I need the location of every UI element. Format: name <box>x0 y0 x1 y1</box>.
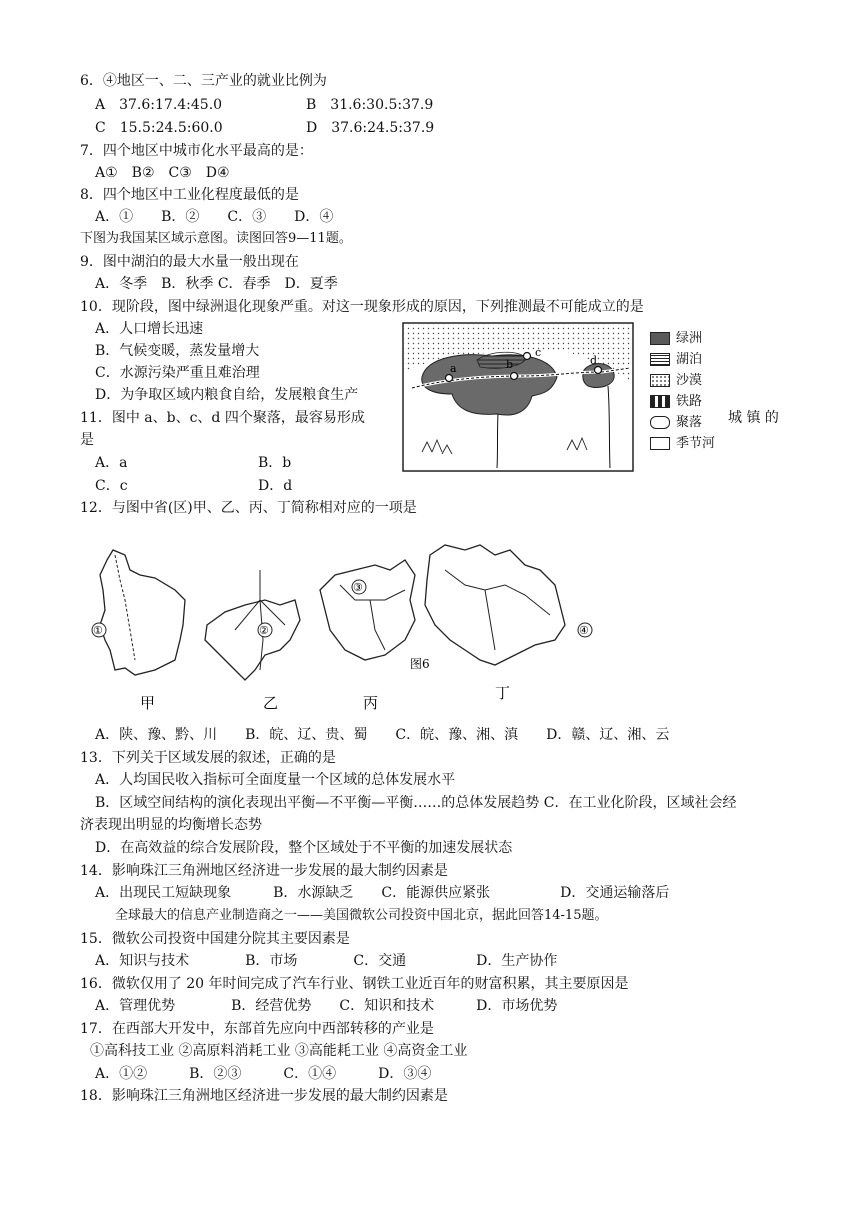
legend-desert <box>650 373 702 389</box>
q6-stem: 6．④地区一、二、三产业的就业比例为 <box>80 73 327 89</box>
q13-option-a: A．人均国民收入指标可全面度量一个区域的总体发展水平 <box>95 772 456 788</box>
q16-options: A．管理优势 B．经营优势 C．知识和技术 D．市场优势 <box>95 998 558 1014</box>
q17-items: ①高科技工业 ②高原料消耗工业 ③高能耗工业 ④高资金工业 <box>90 1043 468 1059</box>
lake-swatch <box>650 353 670 366</box>
q16-stem: 16．微软仅用了 20 年时间完成了汽车行业、钢铁工业近百年的财富积累，其主要原因是 <box>80 976 629 992</box>
label-b: b <box>506 358 514 371</box>
legend-lake <box>650 352 702 368</box>
label-d: d <box>590 354 598 367</box>
q14-options: A．出现民工短缺现象 B．水源缺乏 C．能源供应紧张 D．交通运输落后 <box>95 885 670 901</box>
q18-stem: 18．影响珠江三角洲地区经济进一步发展的最大制约因素是 <box>80 1088 448 1104</box>
q6-option-a: A 37.6:17.4:45.0 <box>95 97 223 113</box>
q11-option-d: D．d <box>258 478 293 494</box>
settlement-b <box>511 373 518 380</box>
map-name-ding: 丁 <box>495 684 511 702</box>
q6-option-d: D 37.6:24.5:37.9 <box>306 120 435 136</box>
legend-lake-label: 湖泊 <box>676 352 703 367</box>
q11-option-a: A．a <box>95 455 128 471</box>
label-a: a <box>450 362 457 375</box>
q11-stem-cont: 是 <box>80 432 94 448</box>
q11-option-c: C．c <box>95 478 128 494</box>
province-yi-outline <box>205 600 300 680</box>
legend-railway-label: 铁路 <box>676 394 703 409</box>
figure-caption: 图6 <box>410 657 430 671</box>
settlement-c <box>524 353 531 360</box>
legend-settlement <box>650 415 702 431</box>
q7-options: A① B② C③ D④ <box>95 165 230 181</box>
marker-1-label: ① <box>93 624 103 637</box>
legend-railway <box>650 394 702 410</box>
q15-options: A．知识与技术 B．市场 C．交通 D．生产协作 <box>95 953 558 969</box>
oasis-swatch <box>650 332 670 345</box>
label-c: c <box>535 346 542 359</box>
province-bing-outline <box>320 560 415 660</box>
q8-options: A．① B．② C．③ D．④ <box>95 209 334 225</box>
q14-stem: 14．影响珠江三角洲地区经济进一步发展的最大制约因素是 <box>80 863 448 879</box>
legend-seasonal-river <box>650 436 715 452</box>
q10-option-a: A．人口增长迅速 <box>95 321 204 337</box>
map-name-jia: 甲 <box>140 694 156 712</box>
q9-stem: 9．图中湖泊的最大水量一般出现在 <box>80 254 299 270</box>
q12-options: A．陕、豫、黔、川 B．皖、辽、贵、蜀 C．皖、豫、湘、滇 D．赣、辽、湘、云 <box>95 727 670 743</box>
q11-stem: 11．图中 a、b、c、d 四个聚落，最容易形成 <box>80 410 365 426</box>
province-jia-outline <box>100 550 185 675</box>
seasonal-river-swatch <box>650 437 670 450</box>
q11-option-b: B．b <box>258 455 292 471</box>
railway-swatch <box>650 395 670 408</box>
map-name-bing: 丙 <box>363 694 379 712</box>
legend-seasonal-river-label: 季节河 <box>676 436 716 451</box>
legend-oasis <box>650 331 702 347</box>
q10-option-d: D．为争取区域内粮食自给，发展粮食生产 <box>95 387 359 403</box>
province-maps-figure <box>85 530 605 730</box>
settlement-swatch <box>650 416 670 429</box>
settlement-d <box>595 367 602 374</box>
q6-option-b: B 31.6:30.5:37.9 <box>306 97 434 113</box>
desert-swatch <box>650 374 670 387</box>
q11-stem-tail: 城 镇 的 <box>728 410 779 426</box>
legend-desert-label: 沙漠 <box>676 373 703 388</box>
q10-option-b: B．气候变暖，蒸发量增大 <box>95 343 260 359</box>
marker-2-label: ② <box>259 624 269 637</box>
q17-stem: 17．在西部大开发中，东部首先应向中西部转移的产业是 <box>80 1021 434 1037</box>
q13-stem: 13．下列关于区域发展的叙述，正确的是 <box>80 750 336 766</box>
q15-stem: 15．微软公司投资中国建分院其主要因素是 <box>80 931 350 947</box>
q9-options: A．冬季 B．秋季 C．春季 D．夏季 <box>95 276 338 292</box>
q12-stem: 12．与图中省(区)甲、乙、丙、丁简称相对应的一项是 <box>80 500 417 516</box>
q13-option-b: B．区域空间结构的演化表现出平衡—不平衡—平衡……的总体发展趋势 C．在工业化阶段，区域社会经 <box>95 795 737 811</box>
q7-stem: 7．四个地区中城市化水平最高的是： <box>80 143 313 159</box>
intro-9-11: 下图为我国某区域示意图。读图回答9—11题。 <box>80 231 352 246</box>
q13-option-b-cont: 济表现出明显的均衡增长态势 <box>80 817 262 833</box>
intro-14-15: 全球最大的信息产业制造商之一——美国微软公司投资中国北京，据此回答14-15题。 <box>115 908 608 923</box>
q13-option-d: D．在高效益的综合发展阶段，整个区域处于不平衡的加速发展状态 <box>95 840 513 856</box>
legend-oasis-label: 绿洲 <box>676 331 703 346</box>
q17-options: A．①② B．②③ C．①④ D．③④ <box>95 1066 432 1082</box>
q10-stem: 10．现阶段，图中绿洲退化现象严重。对这一现象形成的原因，下列推测最不可能成立的是 <box>80 299 644 315</box>
marker-3-label: ③ <box>353 581 363 594</box>
settlement-a <box>446 375 453 382</box>
legend-settlement-label: 聚落 <box>676 415 703 430</box>
q10-option-c: C．水源污染严重且难治理 <box>95 365 260 381</box>
region-map-figure <box>402 322 634 472</box>
map-name-yi: 乙 <box>263 694 279 712</box>
q6-option-c: C 15.5:24.5:60.0 <box>95 120 223 136</box>
q8-stem: 8．四个地区中工业化程度最低的是 <box>80 187 299 203</box>
marker-4-label: ④ <box>579 624 589 637</box>
